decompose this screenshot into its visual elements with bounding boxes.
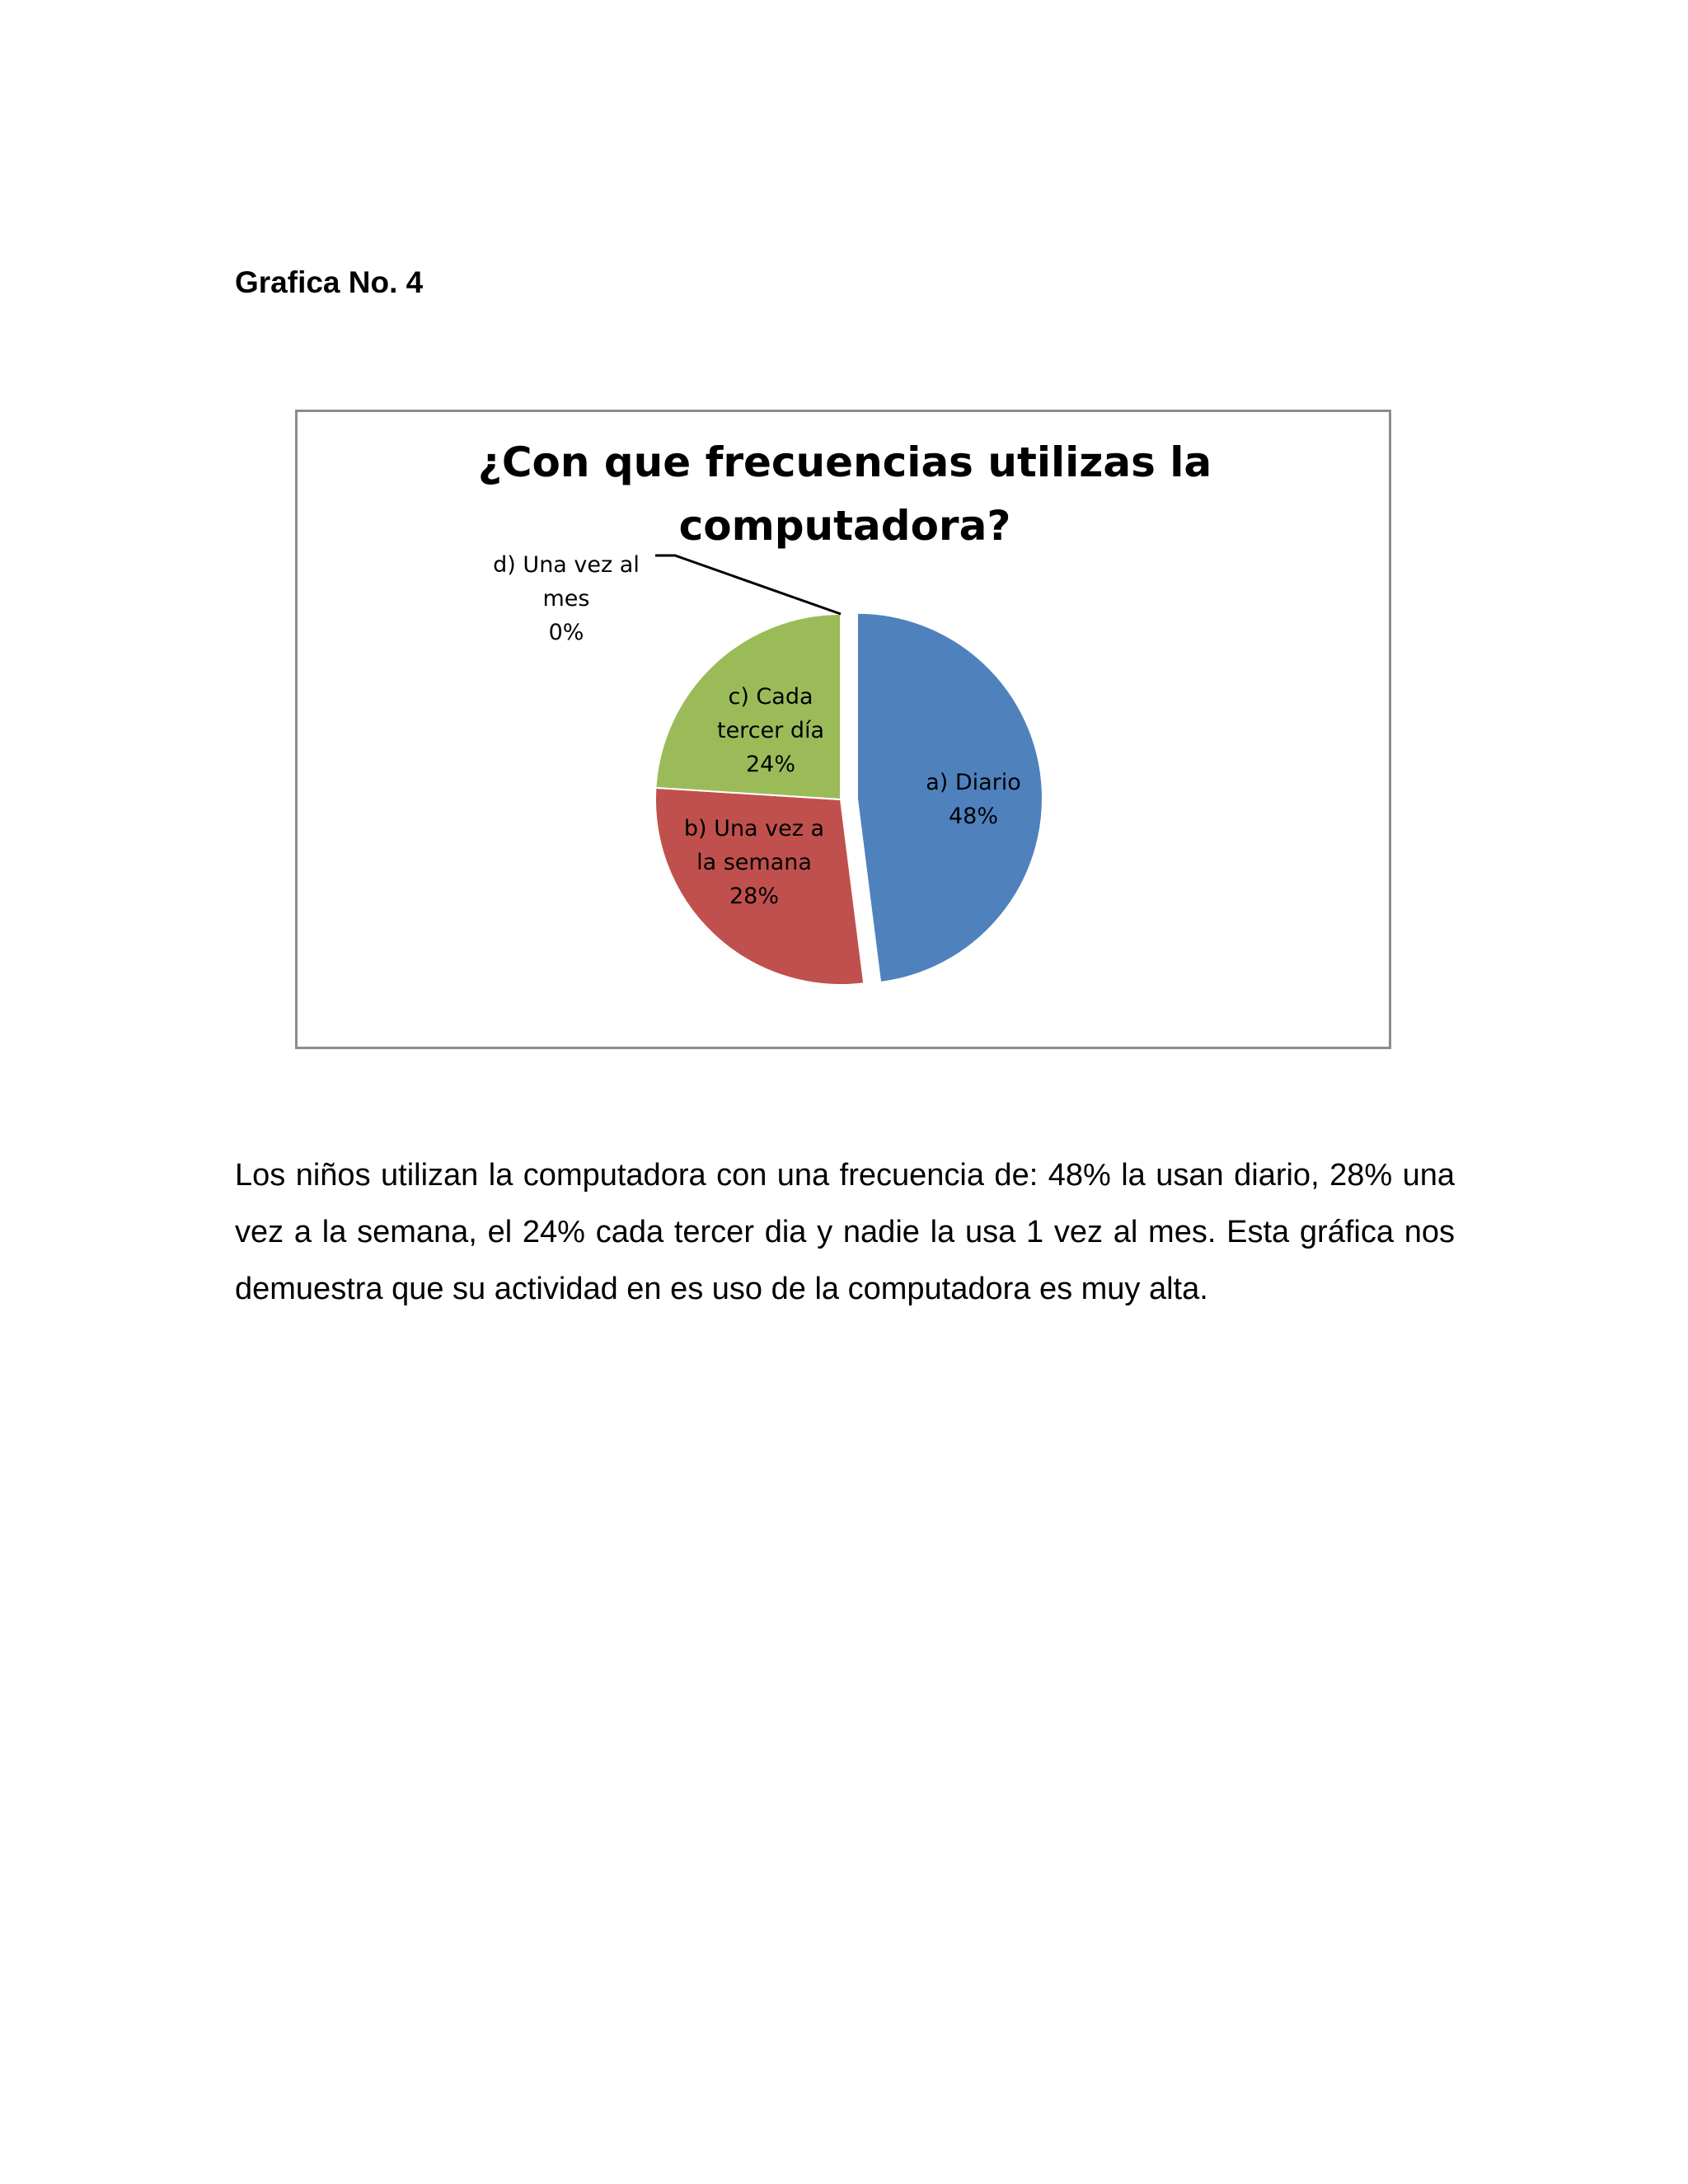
slice-label-line: b) Una vez a: [683, 816, 825, 841]
slice-label-line: c) Cada: [728, 684, 814, 710]
slice-label-line: mes: [542, 586, 590, 612]
page-heading: Grafica No. 4: [235, 265, 424, 299]
chart-frame: [295, 410, 1391, 1049]
leader-line: [655, 555, 841, 614]
slice-label-line: a) Diario: [926, 770, 1021, 795]
slice-label-line: 48%: [948, 804, 999, 829]
slice-label: [493, 552, 640, 645]
pie-slice: [857, 613, 1043, 982]
slice-label-line: la semana: [696, 850, 812, 875]
slice-label-line: d) Una vez al: [493, 552, 640, 578]
pie-chart: [298, 412, 1389, 1047]
chart-title-line-2: computadora?: [678, 502, 1011, 550]
body-paragraph: Los niños utilizan la computadora con una frecuencia de: 48% la usan diario, 28% una vez a la semana, el 24% cada tercer dia y nadie la usa 1 vez al mes. Esta gráfica nos demuestra que su actividad en es uso de la computadora es muy alta.: [235, 1158, 1455, 1306]
slice-label-line: 24%: [745, 752, 796, 777]
chart-title-line-1: ¿Con que frecuencias utilizas la: [477, 438, 1212, 486]
slice-label-line: 28%: [729, 883, 780, 909]
slice-label-line: 0%: [548, 620, 584, 645]
slice-label-line: tercer día: [716, 718, 825, 743]
